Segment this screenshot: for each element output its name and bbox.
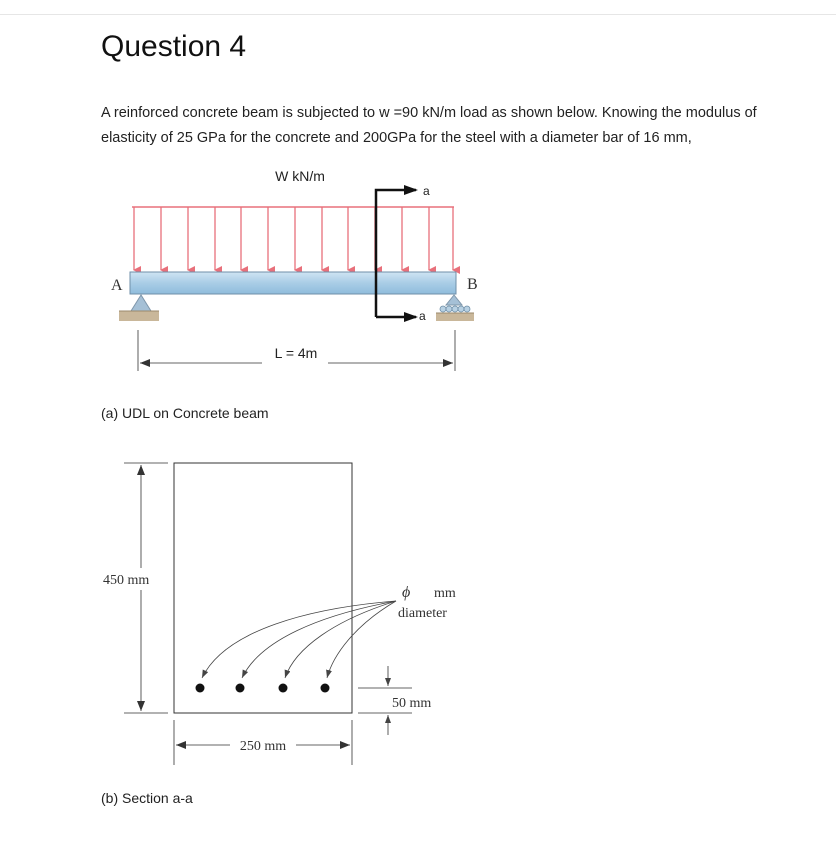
width-label: 250 mm <box>239 739 287 754</box>
height-dimension <box>103 463 168 713</box>
height-label: 450 mm <box>103 573 150 588</box>
beam-cross-section <box>174 463 352 713</box>
question-text: A reinforced concrete beam is subjected to w =90 kN/m load as shown below. Knowing the modulus of elasticity of 25 GPa for the concrete and 200GPa for the steel with a diameter bar of 16 mm, <box>101 105 757 146</box>
caption-a: (a) UDL on Concrete beam <box>101 405 269 421</box>
steel-bars <box>196 684 330 693</box>
steel-bar <box>321 684 330 693</box>
udl-load <box>132 168 454 270</box>
bar-symbol: ϕ <box>402 584 411 601</box>
section-label-top: a <box>423 184 430 198</box>
pin-support-a <box>119 295 159 321</box>
support-label-b: B <box>467 276 478 293</box>
steel-bar <box>236 684 245 693</box>
load-label: W kN/m <box>275 168 325 184</box>
page-title: Question 4 <box>101 30 247 63</box>
cover-dimension <box>358 666 431 735</box>
concrete-beam <box>130 272 456 294</box>
span-label: L = 4m <box>274 345 318 361</box>
span-dimension <box>138 330 455 371</box>
bar-description: diameter <box>398 606 447 621</box>
support-label-a: A <box>111 277 123 294</box>
load-arrows <box>134 207 453 270</box>
width-dimension <box>174 720 352 765</box>
roller-support-b <box>436 295 474 321</box>
section-cut-a-a <box>376 184 430 323</box>
section-label-bottom: a <box>419 309 426 323</box>
cover-label: 50 mm <box>392 696 432 711</box>
steel-bar <box>196 684 205 693</box>
steel-bar <box>279 684 288 693</box>
bar-leader-lines <box>202 601 396 678</box>
bar-unit: mm <box>434 586 456 601</box>
caption-b: (b) Section a-a <box>101 790 193 806</box>
